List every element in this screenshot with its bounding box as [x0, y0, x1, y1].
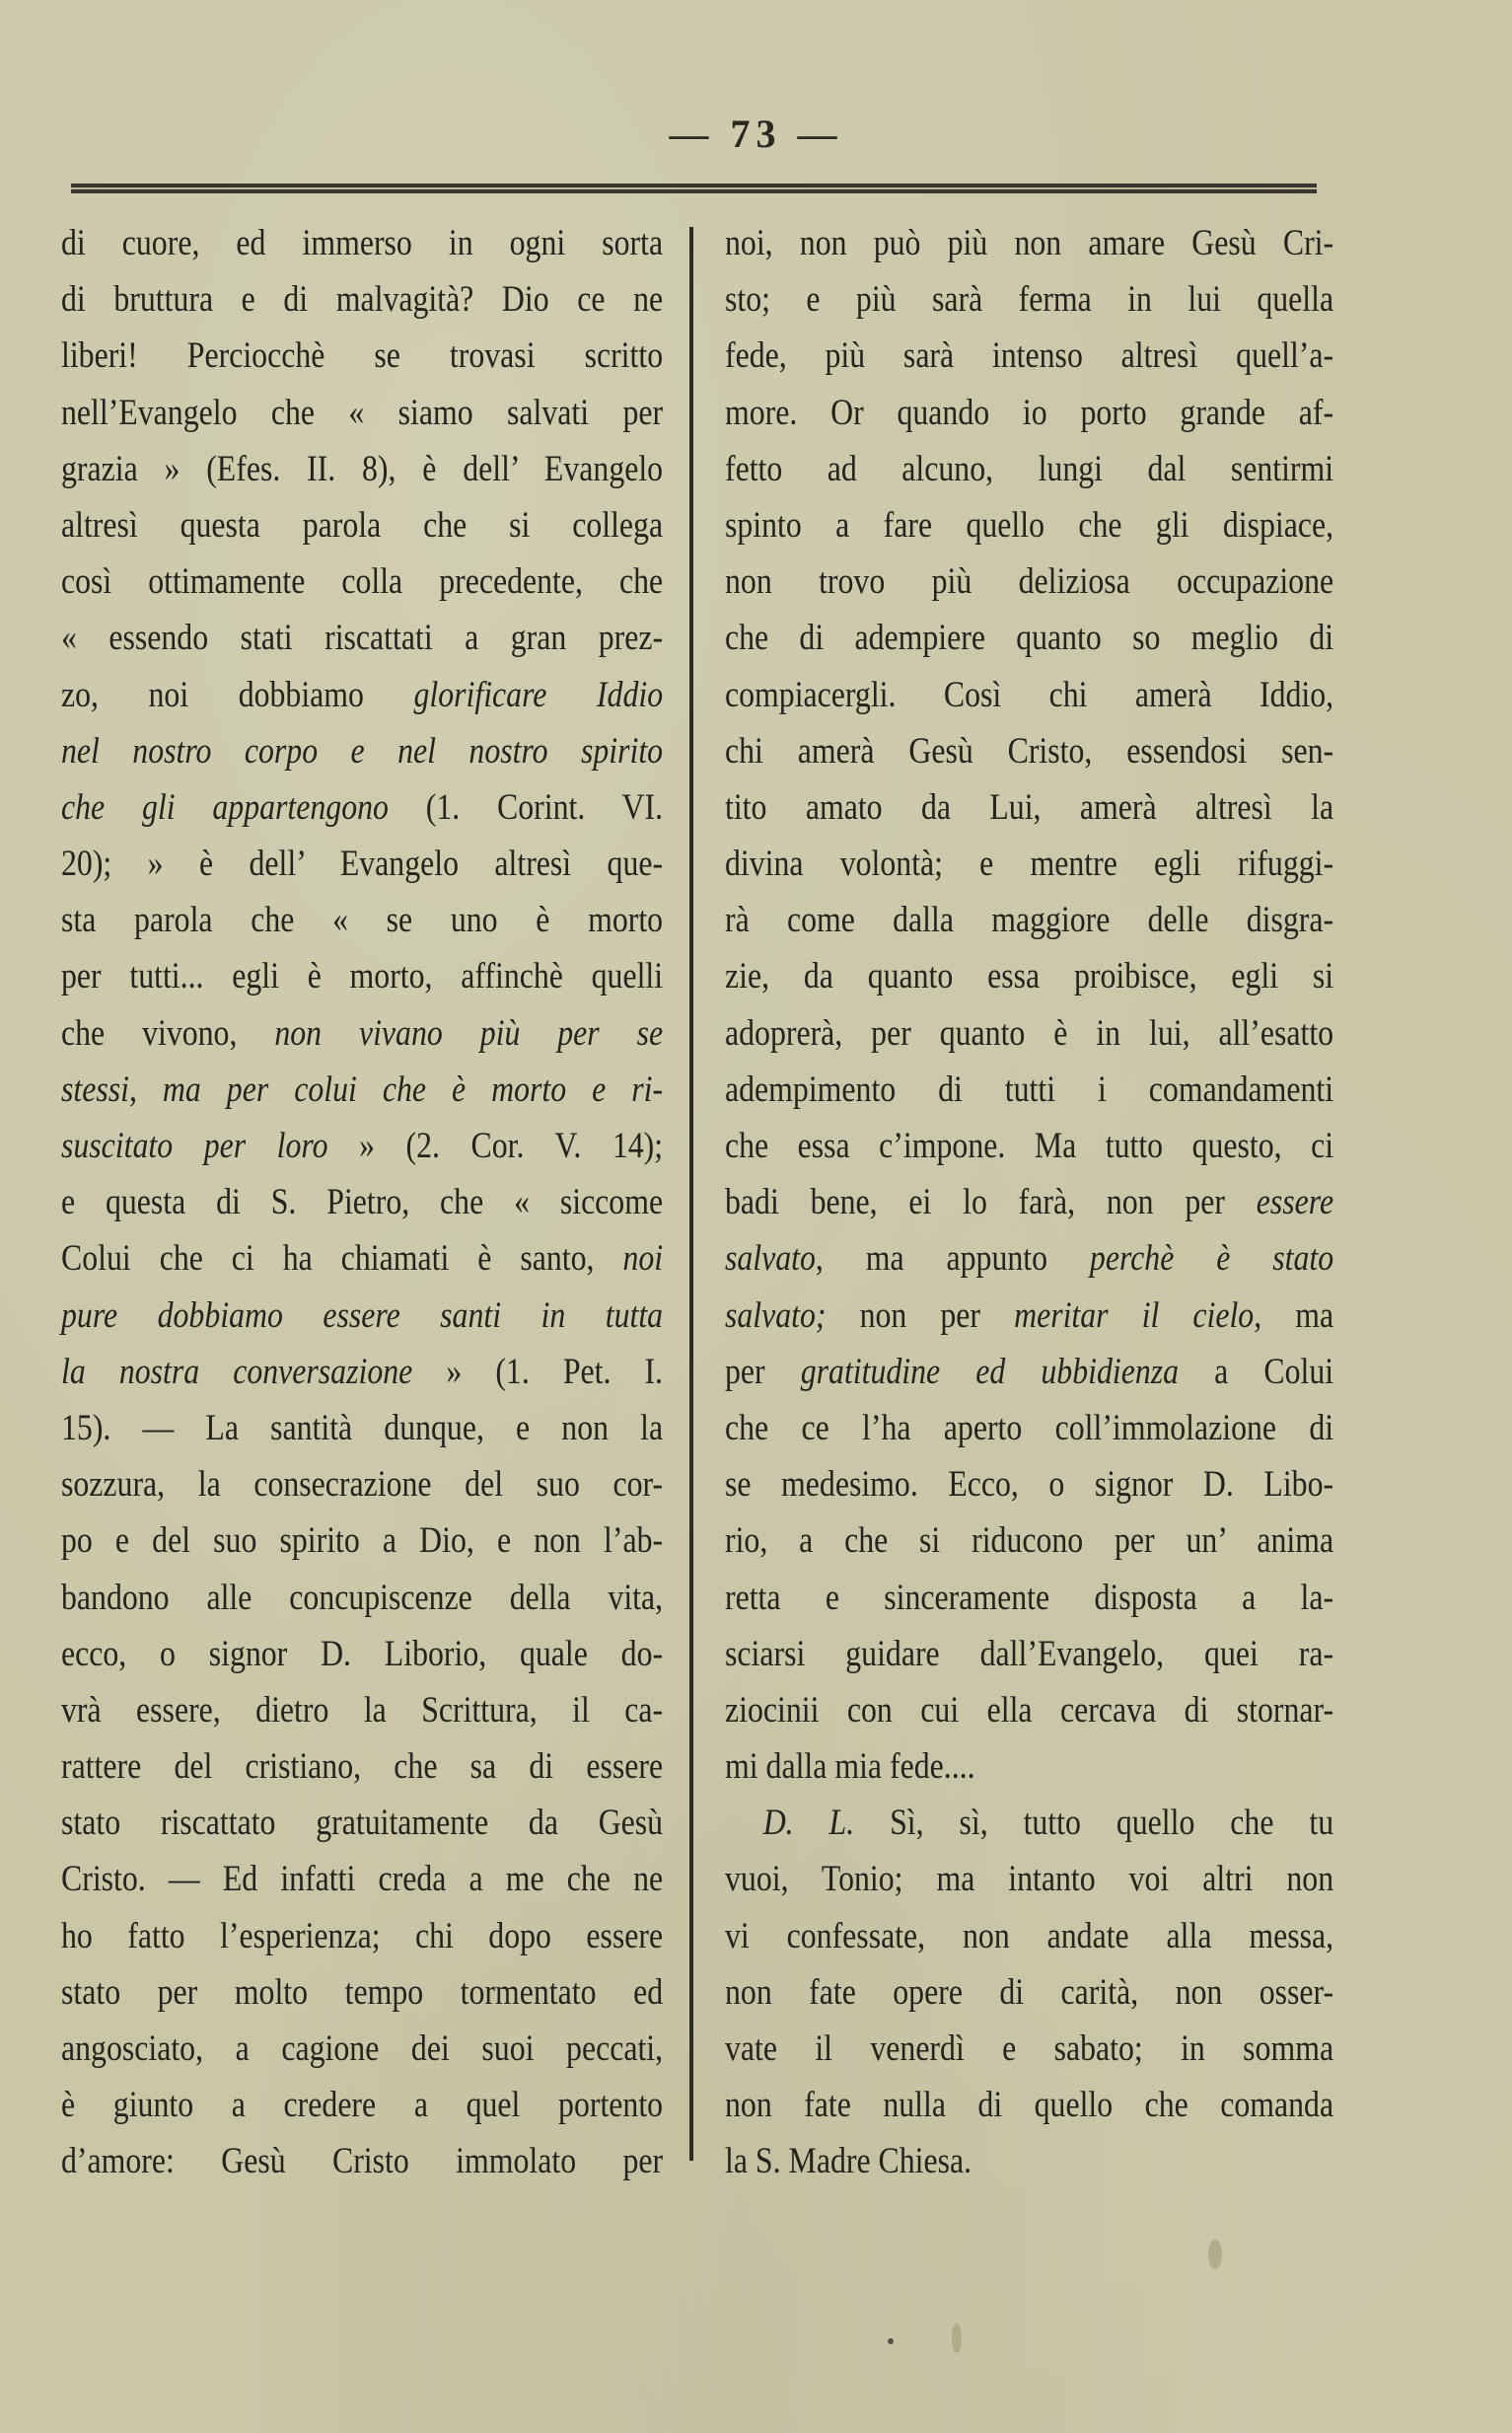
text-segment: » (2. Cor. V. 14); — [327, 1126, 664, 1166]
italic-text: non vivano più per se — [274, 1012, 664, 1054]
text-line — [61, 1964, 663, 2021]
text-line — [725, 892, 1333, 948]
text-segment: non fate nulla di quello che comanda — [725, 2085, 1334, 2126]
text-line — [61, 1230, 663, 1287]
text-line — [61, 1682, 663, 1738]
text-segment: se medesimo. Ecco, o signor D. Libo- — [725, 1464, 1334, 1506]
text-segment: sta parola che « se uno è morto — [61, 900, 664, 941]
paper-speck — [888, 2338, 894, 2344]
text-line — [61, 385, 663, 441]
text-segment: compiacergli. Così chi amerà Iddio, — [725, 674, 1334, 715]
text-line — [61, 1456, 663, 1512]
text-segment: retta e sinceramente disposta a la- — [725, 1577, 1334, 1618]
italic-text: suscitato per loro — [61, 1126, 328, 1166]
text-segment: per tutti... egli è morto, affinchè quelli — [61, 956, 664, 997]
text-segment: mi dalla mia fede.... — [725, 1746, 975, 1788]
text-segment: che vivono, — [61, 1012, 275, 1054]
text-line — [725, 1626, 1333, 1682]
text-segment: vrà essere, dietro la Scrittura, il ca- — [61, 1689, 664, 1731]
text-segment: fede, più sarà intenso altresì quell’a- — [725, 335, 1334, 377]
text-line — [61, 1118, 663, 1174]
italic-text: glorificare Iddio — [413, 674, 664, 715]
text-segment: rattere del cristiano, che sa di essere — [61, 1746, 664, 1788]
text-line — [725, 1118, 1333, 1174]
paper-stain — [952, 2323, 962, 2353]
text-segment: è giunto a credere a quel portento — [61, 2085, 664, 2126]
text-line — [725, 1062, 1333, 1118]
text-line — [61, 553, 663, 610]
text-line — [725, 1456, 1333, 1512]
text-segment: » (1. Pet. I. — [412, 1351, 664, 1392]
text-segment: chi amerà Gesù Cristo, essendosi sen- — [725, 730, 1334, 772]
text-segment: d’amore: Gesù Cristo immolato per — [61, 2141, 664, 2182]
text-line — [725, 948, 1333, 1004]
text-segment: che di adempiere quanto so meglio di — [725, 618, 1334, 659]
text-line — [725, 1570, 1333, 1626]
text-segment: sciarsi guidare dall’Evangelo, quei ra- — [725, 1633, 1334, 1674]
text-segment: adempimento di tutti i comandamenti — [725, 1069, 1334, 1110]
italic-text: la nostra conversazione — [61, 1351, 413, 1392]
text-segment: (1. Corint. VI. — [388, 786, 664, 828]
text-segment: rio, a che si riducono per un’ anima — [725, 1520, 1334, 1562]
text-line — [61, 328, 663, 384]
text-line — [725, 2077, 1333, 2133]
text-segment: angosciato, a cagione dei suoi peccati, — [61, 2028, 664, 2069]
text-line — [725, 1174, 1333, 1230]
text-segment: Sì, sì, tutto quello che tu — [854, 1803, 1334, 1844]
text-segment: vate il venerdì e sabato; in somma — [725, 2028, 1334, 2069]
text-line — [61, 1062, 663, 1118]
italic-text: nel nostro corpo e nel nostro spirito — [61, 730, 664, 772]
text-segment: adoprerà, per quanto è in lui, all’esatto — [725, 1012, 1334, 1054]
text-line — [725, 667, 1333, 723]
text-segment: divina volontà; e mentre egli rifuggi- — [725, 844, 1334, 885]
text-segment: che ce l’ha aperto coll’immolazione di — [725, 1407, 1334, 1448]
text-line — [61, 1851, 663, 1907]
text-segment: zie, da quanto essa proibisce, egli si — [725, 956, 1334, 997]
text-segment: badi bene, ei lo farà, non per — [725, 1182, 1257, 1223]
text-line — [61, 1795, 663, 1851]
text-segment: nell’Evangelo che « siamo salvati per — [61, 392, 664, 433]
column-divider — [689, 227, 693, 2161]
italic-text: perchè è stato — [1089, 1238, 1334, 1280]
text-segment: ziocinii con cui ella cercava di stornar- — [725, 1689, 1334, 1731]
text-line — [61, 497, 663, 553]
text-segment: « essendo stati riscattati a gran prez- — [61, 618, 664, 659]
text-line — [725, 1964, 1333, 2021]
text-line — [725, 1512, 1333, 1569]
text-segment: fetto ad alcuno, lungi dal sentirmi — [725, 448, 1334, 489]
text-line — [61, 271, 663, 328]
text-line — [725, 385, 1333, 441]
text-segment: non fate opere di carità, non osser- — [725, 1971, 1334, 2013]
text-line — [725, 723, 1333, 779]
text-line — [725, 610, 1333, 666]
text-segment: more. Or quando io porto grande af- — [725, 392, 1334, 433]
text-line — [61, 610, 663, 666]
text-segment: 15). — La santità dunque, e non la — [61, 1407, 664, 1448]
text-line — [61, 1344, 663, 1400]
text-line — [61, 892, 663, 948]
text-segment: Colui che ci ha chiamati è santo, — [61, 1238, 623, 1280]
text-segment: sozzura, la consecrazione del suo cor- — [61, 1464, 664, 1506]
text-segment: vi confessate, non andate alla messa, — [725, 1915, 1334, 1956]
text-segment: a Colui — [1179, 1351, 1334, 1392]
text-segment: ho fatto l’esperienza; chi dopo essere — [61, 1915, 664, 1956]
text-line — [725, 441, 1333, 497]
text-line — [725, 553, 1333, 610]
text-line — [725, 1682, 1333, 1738]
italic-text: stessi, ma per colui che è morto e ri- — [61, 1069, 664, 1110]
text-line — [61, 1400, 663, 1456]
text-line — [61, 1005, 663, 1062]
text-line — [725, 1288, 1333, 1344]
text-line — [61, 779, 663, 836]
text-line — [725, 2133, 1333, 2189]
text-segment: , ma appunto — [815, 1238, 1090, 1280]
text-line — [61, 667, 663, 723]
text-line — [61, 1626, 663, 1682]
text-line — [61, 836, 663, 892]
left-column — [61, 215, 663, 2190]
text-segment: che essa c’impone. Ma tutto questo, ci — [725, 1126, 1334, 1166]
text-segment: la S. Madre Chiesa. — [725, 2141, 972, 2182]
text-segment: di cuore, ed immerso in ogni sorta — [61, 223, 664, 263]
italic-text: salvato — [725, 1238, 816, 1280]
text-segment: zo, noi dobbiamo — [61, 674, 414, 715]
italic-text: noi — [622, 1238, 664, 1280]
italic-text: pure dobbiamo essere santi in tutta — [61, 1294, 664, 1336]
text-line — [725, 1400, 1333, 1456]
italic-text: salvato; — [725, 1294, 827, 1336]
text-segment: tito amato da Lui, amerà altresì la — [725, 786, 1334, 828]
text-line — [61, 723, 663, 779]
text-line — [61, 1908, 663, 1964]
right-column — [725, 215, 1333, 2190]
text-line — [725, 1230, 1333, 1287]
paper-stain — [1208, 2240, 1222, 2269]
italic-text: che gli appartengono — [61, 786, 389, 828]
text-segment: e questa di S. Pietro, che « siccome — [61, 1182, 664, 1223]
text-line — [61, 1512, 663, 1569]
italic-text: D. L. — [762, 1803, 855, 1844]
text-line — [61, 1288, 663, 1344]
text-line — [61, 948, 663, 1004]
header-double-rule — [71, 184, 1317, 193]
text-line — [725, 1005, 1333, 1062]
text-segment: Cristo. — Ed infatti creda a me che ne — [61, 1859, 664, 1900]
text-segment: noi, non può più non amare Gesù Cri- — [725, 223, 1334, 263]
text-line — [725, 1795, 1333, 1851]
text-segment: stato per molto tempo tormentato ed — [61, 1971, 664, 2013]
text-segment: di bruttura e di malvagità? Dio ce ne — [61, 279, 664, 321]
text-segment: per — [725, 1351, 801, 1392]
text-line — [725, 836, 1333, 892]
text-line — [725, 328, 1333, 384]
text-segment: altresì questa parola che si collega — [61, 504, 664, 546]
text-segment: così ottimamente colla precedente, che — [61, 561, 664, 603]
text-line — [61, 1570, 663, 1626]
text-line — [725, 779, 1333, 836]
text-segment: 20); » è dell’ Evangelo altresì que- — [61, 844, 664, 885]
text-segment: po e del suo spirito a Dio, e non l’ab- — [61, 1520, 664, 1562]
text-segment: non trovo più deliziosa occupazione — [725, 561, 1334, 603]
text-segment: bandono alle concupiscenze della vita, — [61, 1577, 664, 1618]
text-segment: spinto a fare quello che gli dispiace, — [725, 504, 1334, 546]
text-line — [61, 1174, 663, 1230]
text-line — [61, 1738, 663, 1795]
text-line — [725, 1851, 1333, 1907]
text-line — [725, 1344, 1333, 1400]
text-line — [61, 441, 663, 497]
text-segment: stato riscattato gratuitamente da Gesù — [61, 1803, 664, 1844]
text-line — [61, 215, 663, 271]
italic-text: gratitudine ed ubbidienza — [800, 1351, 1180, 1392]
text-line — [725, 2021, 1333, 2077]
text-line — [61, 2021, 663, 2077]
page-number: — 73 — — [669, 111, 843, 156]
italic-text: essere — [1256, 1182, 1334, 1223]
text-line — [725, 1908, 1333, 1964]
text-segment: sto; e più sarà ferma in lui quella — [725, 279, 1334, 321]
text-line — [725, 497, 1333, 553]
text-line — [61, 2077, 663, 2133]
text-segment: non per — [826, 1294, 1015, 1336]
text-segment: grazia » (Efes. II. 8), è dell’ Evangelo — [61, 448, 664, 489]
text-line — [725, 215, 1333, 271]
text-segment: vuoi, Tonio; ma intanto voi altri non — [725, 1859, 1334, 1900]
text-segment: , ma — [1254, 1294, 1334, 1336]
text-segment: rà come dalla maggiore delle disgra- — [725, 900, 1334, 941]
text-line — [725, 1738, 1333, 1795]
text-line — [725, 271, 1333, 328]
text-line — [61, 2133, 663, 2189]
italic-text: meritar il cielo — [1014, 1294, 1255, 1336]
text-segment: liberi! Perciocchè se trovasi scritto — [61, 335, 664, 377]
text-segment: ecco, o signor D. Liborio, quale do- — [61, 1633, 664, 1674]
